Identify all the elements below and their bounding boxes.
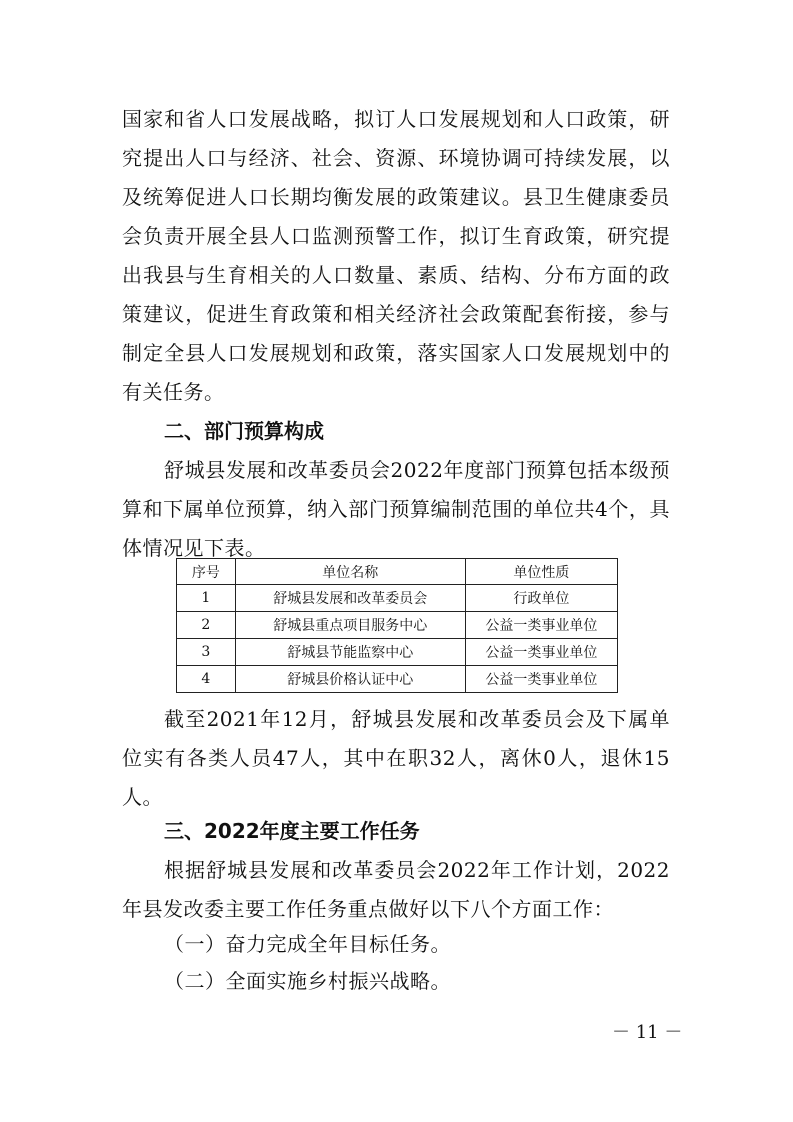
cell-unit-type: 公益一类事业单位 — [465, 666, 617, 693]
paragraph-work-plan: 根据舒城县发展和改革委员会2022年工作计划，2022年县发改委主要工作任务重点做好以下八个方面工作： — [122, 858, 670, 921]
cell-serial: 2 — [177, 612, 236, 639]
cell-unit-type: 行政单位 — [465, 585, 617, 612]
cell-unit-name: 舒城县重点项目服务中心 — [235, 612, 465, 639]
header-serial: 序号 — [177, 559, 236, 585]
table-row — [177, 612, 618, 639]
table-row — [177, 666, 618, 693]
table-header-row — [177, 559, 618, 585]
cell-serial: 3 — [177, 639, 236, 666]
units-table — [176, 558, 618, 693]
task-item-1: （一）奋力完成全年目标任务。 — [164, 932, 451, 956]
paragraph-budget-composition: 舒城县发展和改革委员会2022年度部门预算包括本级预算和下属单位预算，纳入部门预算编制范围的单位共4个，具体情况见下表。 — [122, 458, 670, 560]
cell-unit-name: 舒城县节能监察中心 — [235, 639, 465, 666]
cell-unit-name: 舒城县价格认证中心 — [235, 666, 465, 693]
task-item-2: （二）全面实施乡村振兴战略。 — [164, 969, 451, 993]
cell-unit-type: 公益一类事业单位 — [465, 612, 617, 639]
table-row — [177, 585, 618, 612]
cell-unit-type: 公益一类事业单位 — [465, 639, 617, 666]
paragraph-population-duties: 国家和省人口发展战略，拟订人口发展规划和人口政策，研究提出人口与经济、社会、资源、环境协调可持续发展，以及统筹促进人口长期均衡发展的政策建议。县卫生健康委员会负责开展全县人口监测预警工作，拟订生育政策，研究提出我县与生育相关的人口数量、素质、结构、分布方面的政策建议，促进生育政策和相关经济社会政策配套衔接，参与制定全县人口发展规划和政策，落实国家人口发展规划中的有关任务。 — [122, 107, 670, 404]
header-unit-name: 单位名称 — [235, 559, 465, 585]
cell-unit-name: 舒城县发展和改革委员会 — [235, 585, 465, 612]
cell-serial: 4 — [177, 666, 236, 693]
cell-serial: 1 — [177, 585, 236, 612]
paragraph-staffing: 截至2021年12月，舒城县发展和改革委员会及下属单位实有各类人员47人，其中在职32人，离休0人，退休15人。 — [122, 707, 670, 809]
page-number: － 11 － — [612, 1022, 683, 1043]
section-heading-main-tasks: 三、2022年度主要工作任务 — [164, 819, 420, 843]
table-row — [177, 639, 618, 666]
header-unit-type: 单位性质 — [465, 559, 617, 585]
section-heading-budget-composition: 二、部门预算构成 — [164, 419, 324, 443]
